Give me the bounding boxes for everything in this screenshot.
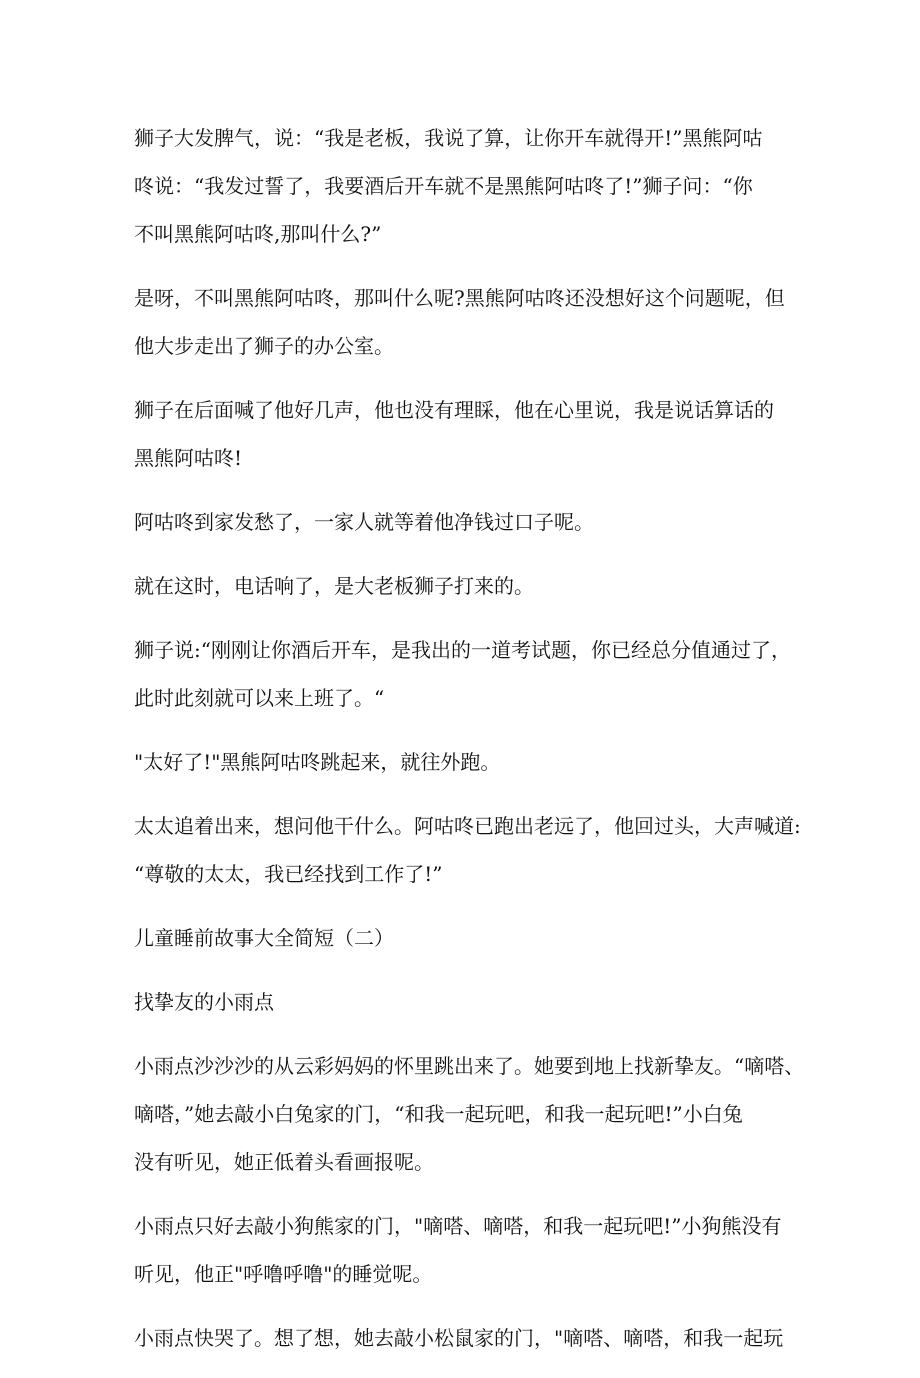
text-line: 嘀嗒，”她去敲小白兔家的门，“和我一起玩吧，和我一起玩吧!”小白兔 — [134, 1102, 743, 1126]
section-heading-text: 儿童睡前故事大全简短（二） — [134, 926, 394, 950]
text-line: 他大步走出了狮子的办公室。 — [134, 334, 394, 358]
text-line: 就在这时，电话响了，是大老板狮子打来的。 — [134, 574, 534, 598]
text-line: 咚说：“我发过誓了，我要酒后开车就不是黑熊阿咕咚了!”狮子问：“你 — [134, 174, 753, 198]
text-line: 没有听见，她正低着头看画报呢。 — [134, 1150, 434, 1174]
paragraph — [134, 802, 801, 898]
text-line: 黑熊阿咕咚! — [134, 446, 243, 470]
text-line: 阿咕咚到家发愁了，一家人就等着他净钱过口子呢。 — [134, 510, 594, 534]
text-line: "太好了!"黑熊阿咕咚跳起来，就往外跑。 — [134, 750, 501, 774]
text-line: 狮子大发脾气，说：“我是老板，我说了算，让你开车就得开!”黑熊阿咕 — [134, 126, 763, 150]
paragraph — [134, 1202, 794, 1298]
paragraph — [134, 114, 794, 258]
text-line: 小雨点快哭了。想了想，她去敲小松鼠家的门，"嘀嗒、嘀嗒，和我一起玩 — [134, 1326, 784, 1350]
text-line: 太太追着出来，想问他干什么。阿咕咚已跑出老远了，他回过头，大声喊道: — [134, 814, 801, 838]
text-line: 狮子在后面喊了他好几声，他也没有理睬，他在心里说，我是说话算话的 — [134, 398, 774, 422]
story-text — [134, 114, 805, 1378]
paragraph — [134, 498, 794, 546]
text-line: 听见，他正"呼噜呼噜"的睡觉呢。 — [134, 1262, 433, 1286]
paragraph — [134, 738, 794, 786]
text-line: 小雨点沙沙沙的从云彩妈妈的怀里跳出来了。她要到地上找新挚友。“嘀嗒、 — [134, 1054, 805, 1078]
paragraph — [134, 626, 794, 722]
paragraph — [134, 1314, 794, 1362]
section-heading — [134, 914, 794, 962]
paragraph — [134, 562, 794, 610]
text-line: 此时此刻就可以来上班了。“ — [134, 686, 385, 710]
text-line: 小雨点只好去敲小狗熊家的门，"嘀嗒、嘀嗒，和我一起玩吧!”小狗熊没有 — [134, 1214, 782, 1238]
text-line: “尊敬的太太，我已经找到工作了!” — [134, 862, 443, 886]
paragraph — [134, 274, 794, 370]
paragraph — [134, 1042, 805, 1186]
text-line: 狮子说:“刚刚让你酒后开车，是我出的一道考试题，你已经总分值通过了， — [134, 638, 791, 662]
paragraph — [134, 386, 794, 482]
story-title-text: 找挚友的小雨点 — [134, 990, 274, 1014]
text-line: 不叫黑熊阿咕咚,那叫什么?” — [134, 222, 382, 246]
story-title — [134, 978, 794, 1026]
text-line: 是呀，不叫黑熊阿咕咚，那叫什么呢?黑熊阿咕咚还没想好这个问题呢，但 — [134, 286, 785, 310]
